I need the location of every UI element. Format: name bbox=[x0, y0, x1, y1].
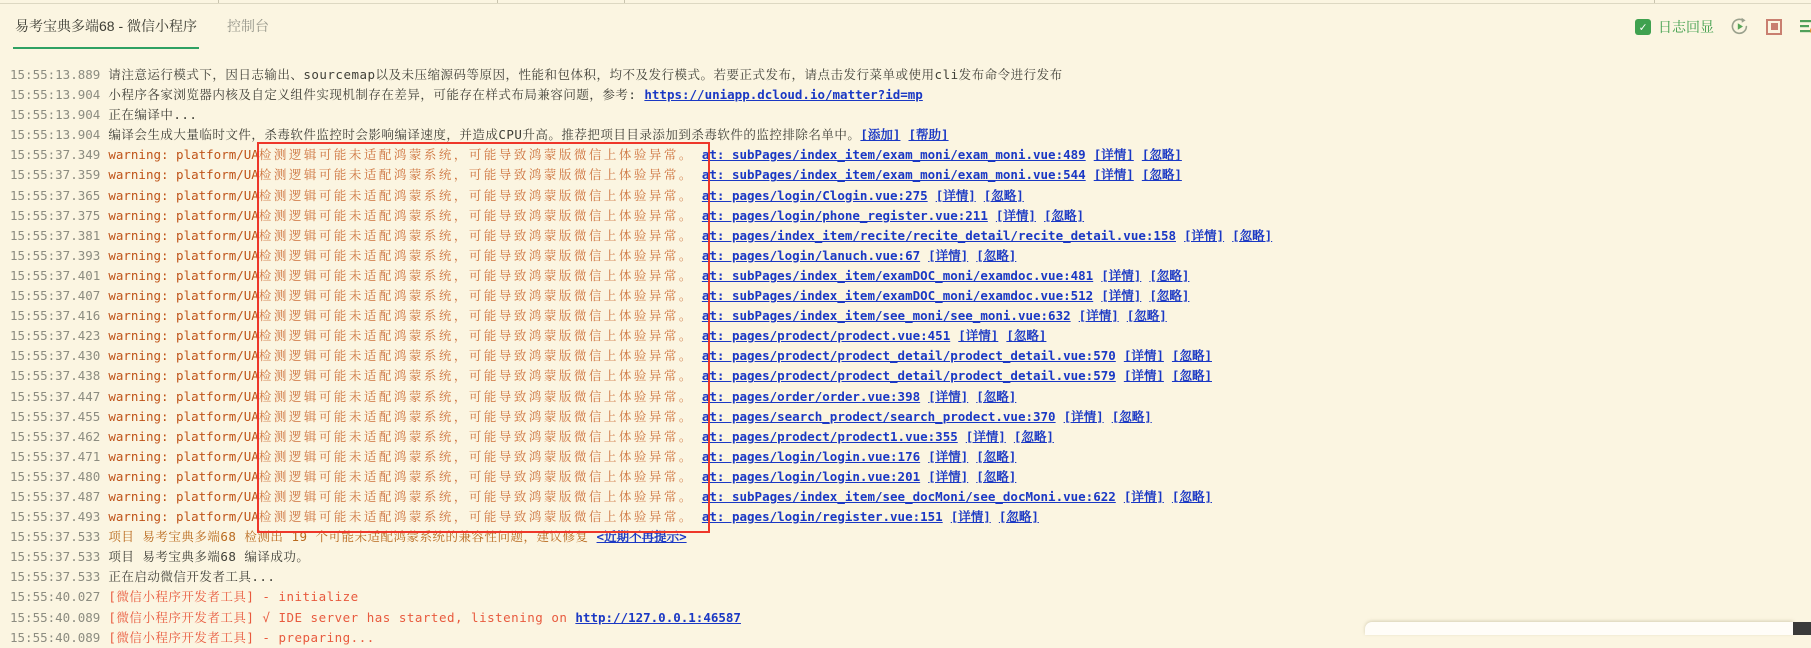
plain-text bbox=[694, 167, 702, 182]
plain-text bbox=[694, 268, 702, 283]
plain-text bbox=[694, 308, 702, 323]
warning-prefix: warning: platform/UA bbox=[108, 368, 259, 384]
ignore-link[interactable]: [忽略] bbox=[1171, 348, 1212, 364]
warning-prefix: warning: platform/UA bbox=[108, 147, 259, 163]
add-to-exclusion-link[interactable]: [添加] bbox=[860, 127, 901, 143]
ide-server-link[interactable]: http://127.0.0.1:46587 bbox=[575, 609, 741, 625]
log-line bbox=[10, 507, 1811, 527]
timestamp: 15:55:37.438 bbox=[10, 368, 101, 384]
timestamp: 15:55:37.401 bbox=[10, 267, 101, 283]
warning-prefix: warning: platform/UA bbox=[108, 388, 259, 404]
log-line bbox=[10, 547, 1811, 567]
warning-prefix: warning: platform/UA bbox=[108, 348, 259, 364]
warning-body-text: 检测逻辑可能未适配鸿蒙系统，可能导致鸿蒙版微信上体验异常。 bbox=[258, 267, 694, 283]
log-line bbox=[10, 467, 1811, 487]
at-path-link[interactable]: at: pages/prodect/prodect1.vue:355 bbox=[701, 428, 958, 444]
log-line bbox=[10, 286, 1811, 306]
at-path-link[interactable]: at: subPages/index_item/exam_moni/exam_moni.vue:544 bbox=[701, 167, 1086, 183]
log-line bbox=[10, 587, 1811, 607]
plain-text bbox=[1086, 147, 1094, 162]
warning-prefix: warning: platform/UA bbox=[108, 308, 259, 324]
uniapp-matter-link[interactable]: https://uniapp.dcloud.io/matter?id=mp bbox=[644, 87, 923, 103]
plain-text bbox=[694, 288, 702, 303]
plain-text bbox=[1164, 348, 1172, 363]
detail-link[interactable]: [详情] bbox=[928, 468, 969, 484]
plain-text bbox=[991, 509, 999, 524]
help-link[interactable]: [帮助] bbox=[908, 127, 949, 143]
warning-body-text: 检测逻辑可能未适配鸿蒙系统，可能导致鸿蒙版微信上体验异常。 bbox=[258, 388, 694, 404]
detail-link[interactable]: [详情] bbox=[1093, 147, 1134, 163]
log-line bbox=[10, 105, 1811, 125]
ignore-link[interactable]: [忽略] bbox=[1232, 227, 1273, 243]
plain-text bbox=[694, 469, 702, 484]
at-path-link[interactable]: at: pages/login/login.vue:201 bbox=[701, 468, 921, 484]
plain-text bbox=[1104, 409, 1112, 424]
ignore-link[interactable]: [忽略] bbox=[1126, 308, 1167, 324]
window-peek-light bbox=[1365, 622, 1793, 635]
detail-link[interactable]: [详情] bbox=[1101, 267, 1142, 283]
plain-text bbox=[900, 127, 908, 142]
plain-text bbox=[928, 188, 936, 203]
warning-body-text: 检测逻辑可能未适配鸿蒙系统，可能导致鸿蒙版微信上体验异常。 bbox=[258, 227, 694, 243]
warning-prefix: warning: platform/UA bbox=[108, 328, 259, 344]
warning-prefix: warning: platform/UA bbox=[108, 167, 259, 183]
detail-link[interactable]: [详情] bbox=[1101, 288, 1142, 304]
plain-text bbox=[694, 409, 702, 424]
wxtool-text: [微信小程序开发者工具] - initialize bbox=[108, 589, 359, 605]
warning-prefix: warning: platform/UA bbox=[108, 267, 259, 283]
window-peek-dark bbox=[1793, 622, 1811, 635]
detail-link[interactable]: [详情] bbox=[1093, 167, 1134, 183]
top-divider-tick bbox=[497, 0, 498, 3]
plain-text bbox=[1134, 147, 1142, 162]
plain-text bbox=[694, 429, 702, 444]
plain-text bbox=[694, 348, 702, 363]
ignore-link[interactable]: [忽略] bbox=[1171, 488, 1212, 504]
plain-text bbox=[694, 228, 702, 243]
ignore-link[interactable]: [忽略] bbox=[983, 187, 1024, 203]
timestamp: 15:55:40.027 bbox=[10, 589, 101, 605]
timestamp: 15:55:37.533 bbox=[10, 569, 101, 585]
plain-text bbox=[1116, 489, 1124, 504]
warning-body-text: 检测逻辑可能未适配鸿蒙系统，可能导致鸿蒙版微信上体验异常。 bbox=[258, 308, 694, 324]
plain-text: 项目 易考宝典多端68 编译成功。 bbox=[108, 549, 310, 565]
plain-text: 编译会生成大量临时文件，杀毒软件监控时会影响编译速度，并造成CPU升高。推荐把项目目录添加到杀毒软件的监控排除名单中。 bbox=[108, 127, 861, 143]
plain-text bbox=[1036, 208, 1044, 223]
warning-body-text: 检测逻辑可能未适配鸿蒙系统，可能导致鸿蒙版微信上体验异常。 bbox=[258, 509, 694, 525]
warning-prefix: warning: platform/UA bbox=[108, 187, 259, 203]
warning-prefix: warning: platform/UA bbox=[108, 227, 259, 243]
top-divider bbox=[0, 0, 1811, 4]
timestamp: 15:55:37.455 bbox=[10, 408, 101, 424]
warning-prefix: warning: platform/UA bbox=[108, 488, 259, 504]
timestamp: 15:55:13.904 bbox=[10, 107, 101, 123]
ignore-link[interactable]: [忽略] bbox=[1141, 147, 1182, 163]
plain-text bbox=[1164, 368, 1172, 383]
warning-prefix: warning: platform/UA bbox=[108, 428, 259, 444]
detail-link[interactable]: [详情] bbox=[965, 428, 1006, 444]
top-divider-tick bbox=[218, 0, 219, 3]
console-tabbar bbox=[0, 4, 1811, 49]
detail-link[interactable]: [详情] bbox=[950, 509, 991, 525]
log-line bbox=[10, 407, 1811, 427]
at-path-link[interactable]: at: pages/login/login.vue:176 bbox=[701, 448, 921, 464]
log-line bbox=[10, 186, 1811, 206]
detail-link[interactable]: [详情] bbox=[958, 328, 999, 344]
detail-link[interactable]: [详情] bbox=[928, 388, 969, 404]
warning-prefix: warning: platform/UA bbox=[108, 207, 259, 223]
warning-body-text: 检测逻辑可能未适配鸿蒙系统，可能导致鸿蒙版微信上体验异常。 bbox=[258, 408, 694, 424]
log-line bbox=[10, 246, 1811, 266]
timestamp: 15:55:13.889 bbox=[10, 67, 101, 82]
plain-text bbox=[920, 389, 928, 404]
timestamp: 15:55:37.493 bbox=[10, 509, 101, 525]
warning-prefix: warning: platform/UA bbox=[108, 288, 259, 304]
timestamp: 15:55:37.393 bbox=[10, 247, 101, 263]
timestamp: 15:55:37.480 bbox=[10, 468, 101, 484]
plain-text bbox=[694, 147, 702, 162]
wxtool-text: [微信小程序开发者工具] - preparing... bbox=[108, 629, 375, 645]
timestamp: 15:55:37.365 bbox=[10, 187, 101, 203]
at-path-link[interactable]: at: pages/order/order.vue:398 bbox=[701, 388, 921, 404]
detail-link[interactable]: [详情] bbox=[1078, 308, 1119, 324]
log-line bbox=[10, 65, 1811, 85]
warning-prefix: warning: platform/UA bbox=[108, 408, 259, 424]
timestamp: 15:55:37.375 bbox=[10, 207, 101, 223]
detail-link[interactable]: [详情] bbox=[1123, 368, 1164, 384]
log-line bbox=[10, 387, 1811, 407]
plain-text bbox=[694, 248, 702, 263]
plain-text bbox=[943, 509, 951, 524]
ignore-link[interactable]: [忽略] bbox=[1149, 267, 1190, 283]
warning-body-text: 检测逻辑可能未适配鸿蒙系统，可能导致鸿蒙版微信上体验异常。 bbox=[258, 468, 694, 484]
log-line bbox=[10, 266, 1811, 286]
log-line bbox=[10, 306, 1811, 326]
tab-project-console-label: 易考宝典多端68 - 微信小程序 bbox=[15, 17, 198, 34]
plain-text bbox=[694, 389, 702, 404]
timestamp: 15:55:37.430 bbox=[10, 348, 101, 364]
timestamp: 15:55:37.471 bbox=[10, 448, 101, 464]
plain-text bbox=[694, 368, 702, 383]
warning-body-text: 检测逻辑可能未适配鸿蒙系统，可能导致鸿蒙版微信上体验异常。 bbox=[258, 488, 694, 504]
stop-icon[interactable] bbox=[1764, 17, 1784, 37]
warning-prefix: warning: platform/UA bbox=[108, 468, 259, 484]
plain-text bbox=[920, 248, 928, 263]
warning-body-text: 检测逻辑可能未适配鸿蒙系统，可能导致鸿蒙版微信上体验异常。 bbox=[258, 207, 694, 223]
ignore-link[interactable]: [忽略] bbox=[1171, 368, 1212, 384]
timestamp: 15:55:37.533 bbox=[10, 549, 101, 565]
plain-text bbox=[1224, 228, 1232, 243]
dismiss-recent-link[interactable]: <近期不再提示> bbox=[596, 529, 687, 545]
plain-text bbox=[920, 469, 928, 484]
plain-text bbox=[920, 449, 928, 464]
timestamp: 15:55:37.462 bbox=[10, 428, 101, 444]
timestamp: 15:55:13.904 bbox=[10, 127, 101, 143]
plain-text bbox=[694, 449, 702, 464]
ignore-link[interactable]: [忽略] bbox=[976, 388, 1017, 404]
timestamp: 15:55:37.487 bbox=[10, 488, 101, 504]
log-line bbox=[10, 125, 1811, 145]
ignore-link[interactable]: [忽略] bbox=[998, 509, 1039, 525]
detail-link[interactable]: [详情] bbox=[935, 187, 976, 203]
at-path-link[interactable]: at: subPages/index_item/see_moni/see_moni.vue:632 bbox=[701, 308, 1071, 324]
ignore-link[interactable]: [忽略] bbox=[1043, 207, 1085, 223]
log-line bbox=[10, 427, 1811, 447]
plain-text: 正在启动微信开发者工具... bbox=[108, 569, 276, 585]
plain-text: 正在编译中... bbox=[108, 107, 198, 123]
ignore-link[interactable]: [忽略] bbox=[976, 448, 1017, 464]
at-path-link[interactable]: at: subPages/index_item/see_docMoni/see_docMoni.vue:622 bbox=[701, 488, 1116, 504]
ignore-link[interactable]: [忽略] bbox=[1149, 288, 1190, 304]
tab-console[interactable] bbox=[225, 4, 271, 49]
warning-body-text: 检测逻辑可能未适配鸿蒙系统，可能导致鸿蒙版微信上体验异常。 bbox=[258, 368, 694, 384]
ignore-link[interactable]: [忽略] bbox=[1111, 408, 1152, 424]
detail-link[interactable]: [详情] bbox=[1184, 227, 1225, 243]
log-echo-checkbox[interactable] bbox=[1635, 17, 1714, 37]
timestamp: 15:55:37.381 bbox=[10, 227, 101, 243]
plain-text bbox=[958, 429, 966, 444]
at-path-link[interactable]: at: pages/prodect/prodect_detail/prodect_detail.vue:579 bbox=[701, 368, 1116, 384]
timestamp: 15:55:40.089 bbox=[10, 629, 101, 645]
detail-link[interactable]: [详情] bbox=[1063, 408, 1104, 424]
warning-prefix: warning: platform/UA bbox=[108, 448, 259, 464]
summary-text: 项目 易考宝典多端68 检测出 19 个可能未适配鸿蒙系统的兼容性问题，建议修复 bbox=[108, 529, 597, 545]
window-peek-overlay bbox=[1365, 622, 1811, 635]
timestamp: 15:55:37.533 bbox=[10, 529, 101, 545]
detail-link[interactable]: [详情] bbox=[928, 247, 969, 263]
ignore-link[interactable]: [忽略] bbox=[1013, 428, 1054, 444]
plain-text bbox=[694, 188, 702, 203]
plain-text bbox=[1134, 167, 1142, 182]
plain-text bbox=[694, 328, 702, 343]
timestamp: 15:55:40.089 bbox=[10, 609, 101, 625]
log-line bbox=[10, 346, 1811, 366]
top-divider-tick bbox=[1654, 0, 1655, 3]
warning-body-text: 检测逻辑可能未适配鸿蒙系统，可能导致鸿蒙版微信上体验异常。 bbox=[258, 288, 694, 304]
plain-text bbox=[1176, 228, 1184, 243]
plain-text bbox=[1119, 308, 1127, 323]
wxtool-text: [微信小程序开发者工具] √ IDE server has started, listening on bbox=[108, 609, 576, 625]
log-line bbox=[10, 326, 1811, 346]
log-line bbox=[10, 145, 1811, 165]
log-line bbox=[10, 226, 1811, 246]
log-filter-icon[interactable] bbox=[1799, 17, 1811, 37]
warning-prefix: warning: platform/UA bbox=[108, 247, 259, 263]
at-path-link[interactable]: at: pages/prodect/prodect.vue:451 bbox=[701, 328, 951, 344]
plain-text: 小程序各家浏览器内核及自定义组件实现机制存在差异，可能存在样式布局兼容问题，参考: bbox=[108, 87, 645, 103]
log-line bbox=[10, 447, 1811, 467]
plain-text bbox=[694, 509, 702, 524]
log-line bbox=[10, 85, 1811, 105]
plain-text: 请注意运行模式下，因日志输出、sourcemap以及未压缩源码等原因，性能和包体积，均不及发行模式。若要正式发布，请点击发行菜单或使用cli发布命令进行发布 bbox=[108, 67, 1063, 82]
warning-body-text: 检测逻辑可能未适配鸿蒙系统，可能导致鸿蒙版微信上体验异常。 bbox=[258, 328, 694, 344]
warning-body-text: 检测逻辑可能未适配鸿蒙系统，可能导致鸿蒙版微信上体验异常。 bbox=[258, 167, 694, 183]
timestamp: 15:55:37.359 bbox=[10, 167, 101, 183]
warning-body-text: 检测逻辑可能未适配鸿蒙系统，可能导致鸿蒙版微信上体验异常。 bbox=[258, 187, 694, 203]
timestamp: 15:55:13.904 bbox=[10, 87, 101, 103]
plain-text bbox=[1116, 348, 1124, 363]
timestamp: 15:55:37.447 bbox=[10, 388, 101, 404]
timestamp: 15:55:37.407 bbox=[10, 288, 101, 304]
ignore-link[interactable]: [忽略] bbox=[976, 247, 1017, 263]
plain-text bbox=[1056, 409, 1064, 424]
warning-prefix: warning: platform/UA bbox=[108, 509, 259, 525]
warning-body-text: 检测逻辑可能未适配鸿蒙系统，可能导致鸿蒙版微信上体验异常。 bbox=[258, 147, 694, 163]
at-path-link[interactable]: at: subPages/index_item/exam_moni/exam_moni.vue:489 bbox=[701, 147, 1086, 163]
ignore-link[interactable]: [忽略] bbox=[1141, 167, 1182, 183]
log-echo-label[interactable]: 日志回显 bbox=[1658, 18, 1714, 35]
timestamp: 15:55:37.423 bbox=[10, 328, 101, 344]
at-path-link[interactable]: at: pages/prodect/prodect_detail/prodect_detail.vue:570 bbox=[701, 348, 1116, 364]
log-line bbox=[10, 206, 1811, 226]
checkbox-check-icon[interactable]: ✓ bbox=[1635, 19, 1651, 35]
tab-project-console[interactable] bbox=[13, 4, 199, 49]
warning-body-text: 检测逻辑可能未适配鸿蒙系统，可能导致鸿蒙版微信上体验异常。 bbox=[258, 348, 694, 364]
log-line bbox=[10, 366, 1811, 386]
detail-link[interactable]: [详情] bbox=[928, 448, 969, 464]
top-divider-tick bbox=[624, 0, 625, 3]
at-path-link[interactable]: at: pages/index_item/recite/recite_detail/recite_detail.vue:158 bbox=[701, 227, 1176, 243]
plain-text bbox=[1071, 308, 1079, 323]
plain-text bbox=[1164, 489, 1172, 504]
at-path-link[interactable]: at: pages/search_prodect/search_prodect.vue:370 bbox=[701, 408, 1056, 424]
detail-link[interactable]: [详情] bbox=[1123, 348, 1164, 364]
restart-icon[interactable] bbox=[1729, 17, 1749, 37]
console-controls bbox=[1635, 4, 1811, 49]
at-path-link[interactable]: at: pages/login/Clogin.vue:275 bbox=[701, 187, 928, 203]
detail-link[interactable]: [详情] bbox=[1123, 488, 1164, 504]
at-path-link[interactable]: at: pages/login/phone_register.vue:211 bbox=[701, 207, 988, 223]
at-path-link[interactable]: at: subPages/index_item/examDOC_moni/examdoc.vue:512 bbox=[701, 288, 1094, 304]
at-path-link[interactable]: at: pages/login/lanuch.vue:67 bbox=[701, 247, 921, 263]
timestamp: 15:55:37.416 bbox=[10, 308, 101, 324]
plain-text bbox=[694, 489, 702, 504]
tab-console-label: 控制台 bbox=[227, 17, 270, 34]
plain-text bbox=[976, 188, 984, 203]
log-line bbox=[10, 527, 1811, 547]
plain-text bbox=[1006, 429, 1014, 444]
warning-body-text: 检测逻辑可能未适配鸿蒙系统，可能导致鸿蒙版微信上体验异常。 bbox=[258, 448, 694, 464]
detail-link[interactable]: [详情] bbox=[995, 207, 1036, 223]
warning-body-text: 检测逻辑可能未适配鸿蒙系统，可能导致鸿蒙版微信上体验异常。 bbox=[258, 247, 694, 263]
timestamp: 15:55:37.349 bbox=[10, 147, 101, 163]
at-path-link[interactable]: at: subPages/index_item/examDOC_moni/examdoc.vue:481 bbox=[701, 267, 1094, 283]
plain-text bbox=[694, 208, 702, 223]
plain-text bbox=[1116, 368, 1124, 383]
log-line bbox=[10, 567, 1811, 587]
plain-text bbox=[1086, 167, 1094, 182]
ignore-link[interactable]: [忽略] bbox=[1006, 328, 1047, 344]
log-output-area bbox=[0, 49, 1811, 648]
ignore-link[interactable]: [忽略] bbox=[976, 468, 1017, 484]
at-path-link[interactable]: at: pages/login/register.vue:151 bbox=[701, 509, 943, 525]
warning-body-text: 检测逻辑可能未适配鸿蒙系统，可能导致鸿蒙版微信上体验异常。 bbox=[258, 428, 694, 444]
plain-text bbox=[988, 208, 996, 223]
log-line bbox=[10, 165, 1811, 185]
log-line bbox=[10, 487, 1811, 507]
